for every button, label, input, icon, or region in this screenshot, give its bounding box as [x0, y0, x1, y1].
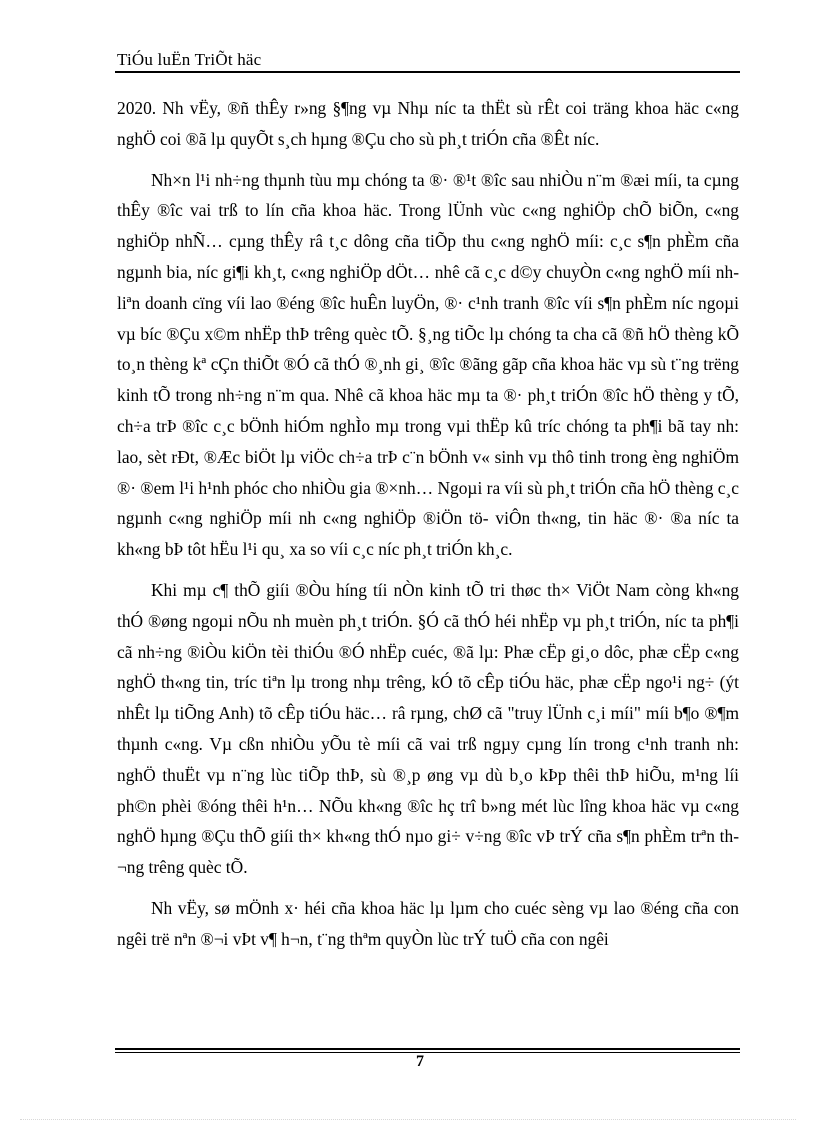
page-number: 7	[416, 1053, 424, 1070]
header-rule	[115, 71, 740, 73]
body-text	[117, 93, 739, 955]
paragraph-4: Nh vËy, sø mÖnh x· héi cña khoa häc lµ lµm cho cuéc sèng vµ lao ®éng cña con ngêi trë nªn ®¬i vÞt v¶ h¬n, t¨ng thªm quyÒn lùc trÝ tuÖ cña con ngêi	[117, 897, 739, 949]
paragraph-3: Khi mµ c¶ thÕ giíi ®Òu híng tíi nÒn kinh tÕ tri thøc th× ViÖt Nam còng kh«ng thÓ ®øng ngoµi nÕu nh muèn ph¸t triÓn. §Ó cã thÓ héi nhËp vµ ph¸t triÓn, níc ta ph¶i cã nh÷ng ®iÒu kiÖn tèi thiÓu ®Ó nhËp cuéc, ®ã lµ: Phæ cËp gi¸o dôc, phæ cËp c«ng nghÖ th«ng tin, tríc tiªn lµ trong nhµ trêng, kÓ tõ cÊp tiÓu häc, phæ cËp ngo¹i ng÷ (ýt nhÊt lµ tiÕng Anh) tõ cÊp tiÓu häc… râ rµng, chØ cã "truy lÜnh c¸i míi" míi b¶o ®¶m thµnh c«ng. Vµ cßn nhiÒu yÕu tè míi cã vai trß ngµy cµng lín trong c¹nh tranh nh: nghÖ thuËt vµ n¨ng lùc tiÕp thÞ, sù ®¸p øng vµ dù b¸o kÞp thêi thÞ hiÕu, m¹ng líi ph©n phèi ®óng thêi h¹n… NÕu kh«ng ®îc hç trî b»ng mét lùc lîng khoa häc vµ c«ng nghÖ hµng ®Çu thÕ giíi th× kh«ng thÓ nµo gi÷ v÷ng ®îc vÞ trÝ cña s¶n phÈm trªn th¬ng trêng quèc tÕ.	[117, 579, 739, 878]
page-header-title: TiÓu luËn TriÕt häc	[117, 50, 262, 69]
paragraph-1: 2020. Nh vËy, ®ñ thÊy r»ng §¶ng vµ Nhµ níc ta thËt sù rÊt coi träng khoa häc c«ng nghÖ coi ®ã lµ quyÕt s¸ch hµng ®Çu cho sù ph¸t triÓn cña ®Êt níc.	[117, 98, 739, 149]
page-edge-divider	[20, 1119, 796, 1120]
paragraph-2: Nh×n l¹i nh÷ng thµnh tùu mµ chóng ta ®· ®¹t ®îc sau nhiÒu n¨m ®æi míi, ta cµng thÊy ®îc vai trß to lín cña khoa häc. Trong lÜnh vùc c«ng nghiÖp chÕ biÕn, c«ng nghiÖp nhÑ… cµng thÊy râ t¸c dông cña tiÕp thu c«ng nghÖ míi: c¸c s¶n phÈm cña ngµnh bia, níc gi¶i kh¸t, c«ng nghiÖp dÖt… nhê cã c¸c d©y chuyÒn c«ng nghÖ míi nh liªn doanh cïng víi lao ®éng ®îc huÊn luyÖn, ®· c¹nh tranh ®îc víi s¶n phÈm níc ngoµi vµ bíc ®Çu x©m nhËp thÞ trêng quèc tÕ. §¸ng tiÕc lµ chóng ta cha cã ®ñ hÖ thèng kÕ to¸n thèng kª cÇn thiÕt ®Ó cã thÓ ®¸nh gi¸ ®îc ®ãng gãp cña khoa häc vµ sù t¨ng trëng kinh tÕ trong nh÷ng n¨m qua. Nhê cã khoa häc mµ ta ®· ph¸t triÓn ®îc hÖ thèng y tÕ, ch÷a trÞ ®îc c¸c bÖnh hiÓm nghÌo mµ trong vµi thËp kû tríc chóng ta ph¶i bã tay nh: lao, sèt rÐt, ®Æc biÖt lµ viÖc ch÷a trÞ c¨n bÖnh v« sinh vµ thô tinh trong èng nghiÖm ®· ®em l¹i h¹nh phóc cho nhiÒu gia ®×nh… Ngoµi ra víi sù ph¸t triÓn cña hÖ thèng c¸c ngµnh c«ng nghiÖp míi nh c«ng nghiÖp ®iÖn tö- viÔn th«ng, tin häc ®· ®a níc ta kh«ng bÞ tôt hËu l¹i qu¸ xa so víi c¸c níc ph¸t triÓn kh¸c.	[117, 169, 739, 560]
footer-rule-thick	[115, 1048, 740, 1050]
